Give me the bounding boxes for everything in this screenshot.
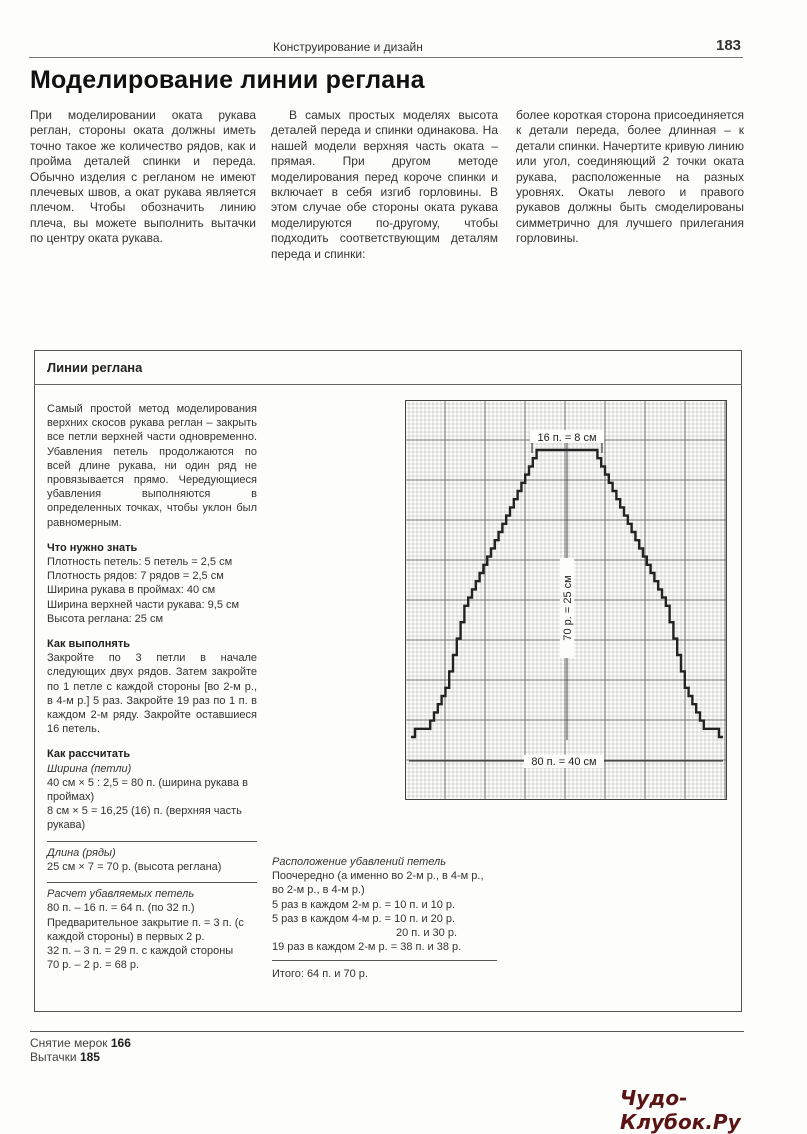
bottom-dimension-label: 80 п. = 40 см xyxy=(531,756,597,768)
placement-line: 19 раз в каждом 2-м р. = 38 п. и 38 р. xyxy=(272,941,462,954)
intro-column-1: При моделировании оката рукава реглан, стороны оката должны иметь точно такое же количество рядов, как и пройма деталей спинки и переда. Обычно изделия с регланом не имеют плечевых швов, а окат рукава является плечом. Чтобы обозначить линию плеча, вы можете выполнить вытачки по центру оката рукава. xyxy=(30,108,256,246)
how-text: Закройте по 3 петли в начале следующих двух рядов. Затем закройте по 1 петле с каждой стороны [во 2-м р., в 4-м р.] 5 раз. Закройте 19 раз по 1 п. в каждом 2-м ряду. Закройте оставшиеся 16 петель. xyxy=(47,652,257,736)
know-line: Ширина верхней части рукава: 9,5 см xyxy=(47,598,240,611)
cross-ref-darts xyxy=(30,1050,100,1064)
calc-heading: Как рассчитать xyxy=(47,748,131,761)
decrease-line: Предварительное закрытие п. = 3 п. (с каждой стороны) в первых 2 р. xyxy=(47,916,244,943)
placement-line: 5 раз в каждом 2-м р. = 10 п. и 10 р. xyxy=(272,898,456,911)
header-divider xyxy=(29,57,743,58)
width-line: 40 см × 5 : 2,5 = 80 п. (ширина рукава в проймах) xyxy=(47,776,248,804)
section-title: Конструирование и дизайн xyxy=(273,40,423,54)
page-number: 183 xyxy=(716,37,742,54)
watermark-logo: Чудо-Клубок.Ру xyxy=(620,1086,741,1134)
footer-divider xyxy=(30,1031,744,1032)
intro-column-3: более короткая сторона присоединяется к детали переда, более длинная – к детали спинки. Начертите кривую линию или угол, соединяющий 2 точки оката рукава, расположенные на разных уровнях. Окаты левого и правого рукавов должны быть смоделированы симметрично для лучшего прилегания горловины. xyxy=(516,108,744,246)
top-dimension-label: 16 п. = 8 см xyxy=(537,432,597,444)
placement-block xyxy=(272,855,497,982)
know-heading: Что нужно знать xyxy=(47,541,138,554)
know-line: Плотность рядов: 7 рядов = 2,5 см xyxy=(47,570,224,583)
box-title: Линии реглана xyxy=(47,360,143,375)
decrease-line: 70 р. – 2 р. = 68 р. xyxy=(47,959,140,972)
raglan-chart xyxy=(405,400,727,800)
cross-ref-page: 166 xyxy=(110,1036,131,1050)
length-label: Длина (ряды) xyxy=(47,846,116,859)
decrease-line: 80 п. – 16 п. = 64 п. (по 32 п.) xyxy=(47,902,195,915)
intro-column-2: В самых простых моделях высота деталей переда и спинки одинакова. На нашей модели верхняя часть оката – прямая. При другом методе моделирования перед короче спинки и включает в себя изгиб горловины. В этом случае обе стороны оката рукава моделируются по-другому, чтобы подходить соответствующим деталям переда и спинки: xyxy=(271,108,498,261)
cross-ref-label: Вытачки xyxy=(30,1050,77,1064)
cross-ref-label: Снятие мерок xyxy=(30,1036,108,1050)
width-line: 8 см × 5 = 16,25 (16) п. (верхняя часть рукава) xyxy=(47,805,242,832)
placement-total: Итого: 64 п. и 70 р. xyxy=(272,968,368,981)
know-line: Ширина рукава в проймах: 40 см xyxy=(47,584,216,597)
divider xyxy=(47,841,257,842)
decrease-label: Расчет убавляемых петель xyxy=(47,888,195,901)
width-label: Ширина (петли) xyxy=(47,762,132,775)
divider xyxy=(272,960,497,961)
know-line: Плотность петель: 5 петель = 2,5 см xyxy=(47,556,233,569)
box-instructions xyxy=(47,402,257,972)
cross-ref-page: 185 xyxy=(79,1050,100,1064)
box-intro-text: Самый простой метод моделирования верхних скосов рукава реглан – закрыть все петли верхней части одновременно. Убавления петель продолжаются по всей длине рукава, ни один ряд не провязывается прямо. Чередующиеся убавления выполняются в определенных точках, чтобы уклон был равномерным. xyxy=(47,403,257,529)
divider xyxy=(47,882,257,883)
how-heading: Как выполнять xyxy=(47,638,130,651)
placement-line: Поочередно (а именно во 2-м р., в 4-м р., во 2-м р., в 4-м р.) xyxy=(272,870,484,897)
cross-ref-measurements xyxy=(30,1036,131,1050)
length-line: 25 см × 7 = 70 р. (высота реглана) xyxy=(47,860,222,873)
placement-label: Расположение убавлений петель xyxy=(272,856,447,868)
article-title: Моделирование линии реглана xyxy=(30,66,425,94)
placement-line: 20 п. и 30 р. xyxy=(396,927,458,940)
height-dimension-label: 70 р. = 25 см xyxy=(562,575,574,641)
decrease-line: 32 п. – 3 п. = 29 п. с каждой стороны xyxy=(47,944,234,957)
know-line: Высота реглана: 25 см xyxy=(47,612,164,625)
placement-line: 5 раз в каждом 4-м р. = 10 п. и 20 р. xyxy=(272,912,456,925)
